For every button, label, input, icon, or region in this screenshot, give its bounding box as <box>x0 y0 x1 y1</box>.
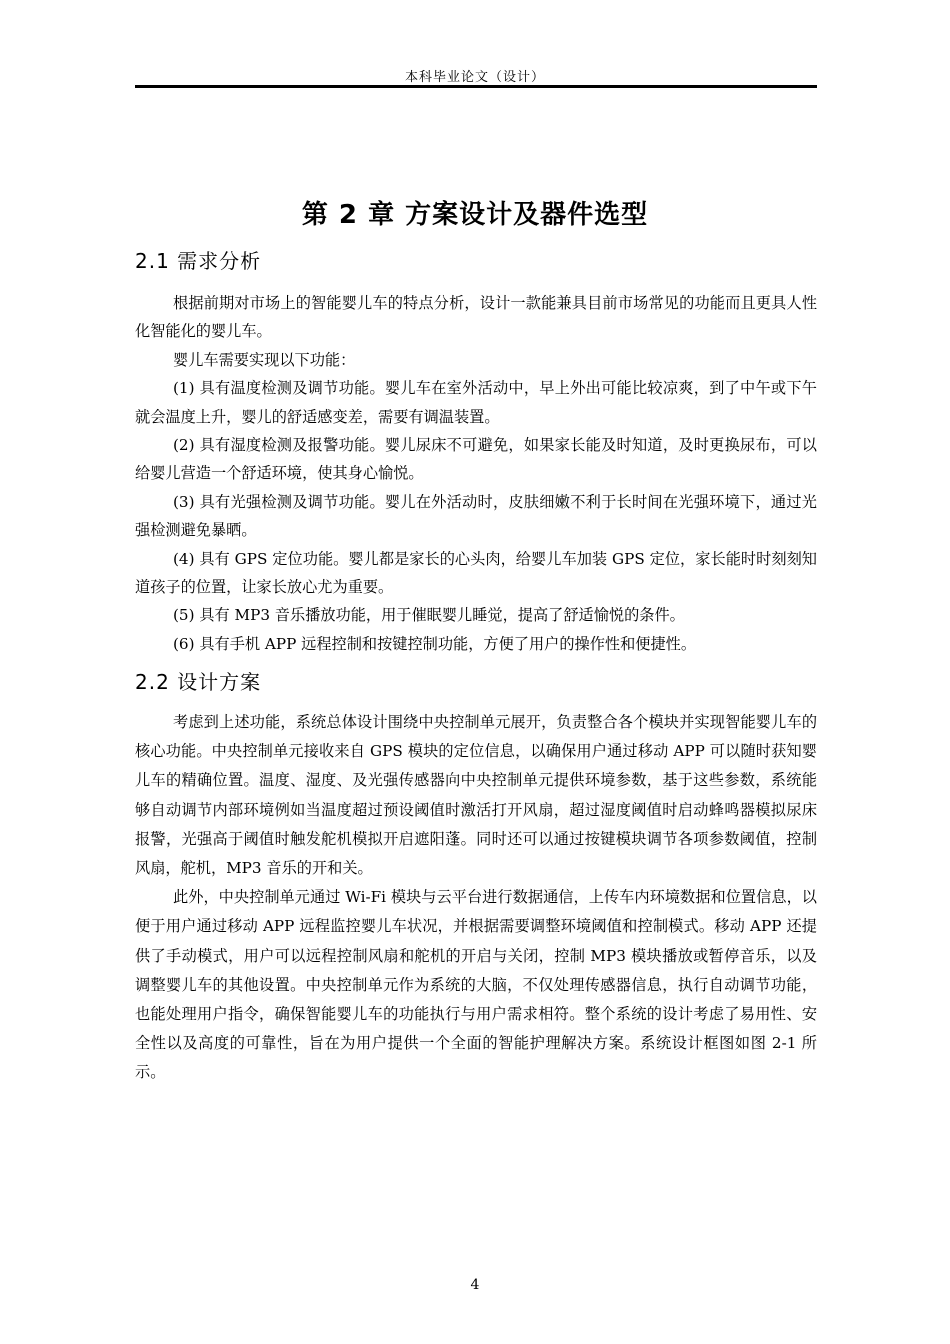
section-2-2-body <box>135 708 817 1088</box>
paragraph: 考虑到上述功能，系统总体设计围绕中央控制单元展开，负责整合各个模块并实现智能婴儿车的核心功能。中央控制单元接收来自 GPS 模块的定位信息，以确保用户通过移动 APP 可以随时获知婴儿车的精确位置。温度、湿度、及光强传感器向中央控制单元提供环境参数，基于这些参数，系统能够自动调节内部环境例如当温度超过预设阈值时激活打开风扇，超过湿度阈值时启动蜂鸣器模拟尿床报警，光强高于阈值时触发舵机模拟开启遮阳蓬。同时还可以通过按键模块调节各项参数阈值，控制风扇，舵机，MP3 音乐的开和关。 <box>135 713 817 878</box>
paragraph: 根据前期对市场上的智能婴儿车的特点分析，设计一款能兼具目前市场常见的功能而且更具人性化智能化的婴儿车。 <box>135 294 817 341</box>
paragraph: 婴儿车需要实现以下功能： <box>173 350 356 369</box>
page-number: 4 <box>470 1277 480 1293</box>
list-item: (5) 具有 MP3 音乐播放功能，用于催眠婴儿睡觉，提高了舒适愉悦的条件。 <box>173 606 685 625</box>
running-header: 本科毕业论文（设计） <box>404 70 545 85</box>
list-item: (2) 具有湿度检测及报警功能。婴儿尿床不可避免，如果家长能及时知道，及时更换尿布，可以给婴儿营造一个舒适环境，使其身心愉悦。 <box>135 436 817 483</box>
list-item: (1) 具有温度检测及调节功能。婴儿车在室外活动中，早上外出可能比较凉爽，到了中午或下午就会温度上升，婴儿的舒适感变差，需要有调温装置。 <box>135 379 817 426</box>
paragraph: 此外，中央控制单元通过 Wi-Fi 模块与云平台进行数据通信，上传车内环境数据和位置信息，以便于用户通过移动 APP 远程监控婴儿车状况，并根据需要调整环境阈值和控制模式。移动 APP 还提供了手动模式，用户可以远程控制风扇和舵机的开启与关闭，控制 MP3 模块播放或暂停音乐，以及调整婴儿车的其他设置。中央控制单元作为系统的大脑，不仅处理传感器信息，执行自动调节功能，也能处理用户指令，确保智能婴儿车的功能执行与用户需求相符。整个系统的设计考虑了易用性、安全性以及高度的可靠性，旨在为用户提供一个全面的智能护理解决方案。系统设计框图如图 2-1 所示。 <box>135 888 817 1082</box>
list-item: (4) 具有 GPS 定位功能。婴儿都是家长的心头肉，给婴儿车加装 GPS 定位，家长能时时刻刻知道孩子的位置，让家长放心尤为重要。 <box>135 549 817 597</box>
section-title-2-1: 2.1 需求分析 <box>135 249 262 273</box>
chapter-title: 第 2 章 方案设计及器件选型 <box>301 200 649 230</box>
list-item: (3) 具有光强检测及调节功能。婴儿在外活动时，皮肤细嫩不利于长时间在光强环境下，通过光强检测避免暴晒。 <box>135 492 817 540</box>
list-item: (6) 具有手机 APP 远程控制和按键控制功能，方便了用户的操作性和便捷性。 <box>173 634 697 653</box>
header-rule <box>135 85 817 88</box>
section-2-1-body <box>135 289 817 658</box>
section-title-2-2: 2.2 设计方案 <box>135 670 262 694</box>
